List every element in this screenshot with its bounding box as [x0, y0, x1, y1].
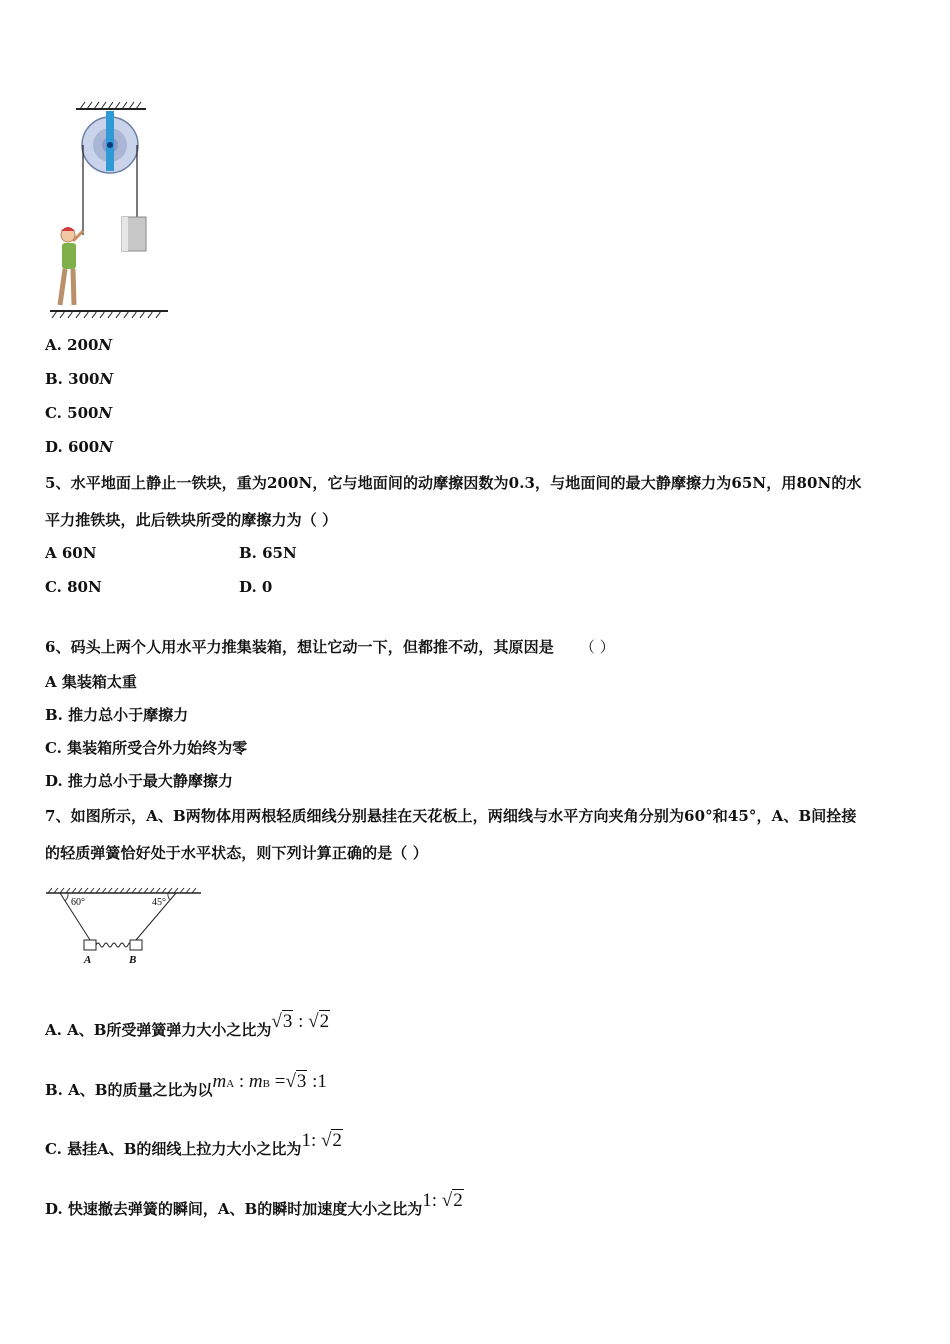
q6-option-b: B. 推力总小于摩擦力 [45, 706, 189, 724]
ratio-formula-d: 1: √2 [422, 1190, 463, 1211]
spring-figure [44, 884, 204, 970]
q7-stem-line2: 的轻质弹簧恰好处于水平状态，则下列计算正确的是（ ） [45, 844, 428, 862]
q5-stem-line1: 5、水平地面上静止一铁块，重为200N，它与地面间的动摩擦因数为0.3，与地面间的最大静摩擦力为65N，用80N的水 [45, 474, 862, 492]
ratio-formula-a: √3 : √2 [271, 1011, 330, 1032]
ratio-formula-b: mA : mB =√3 :1 [212, 1071, 327, 1092]
q4-option-a: A. 200N [45, 336, 113, 354]
q5-option-b: B. 65N [239, 544, 297, 562]
q7-option-a: A. A、B所受弹簧弹力大小之比为√3 : √2 [45, 1011, 330, 1039]
angle-60-label: 60° [71, 897, 85, 908]
q4-option-b: B. 300N [45, 370, 114, 388]
q4-option-d: D. 600N [45, 438, 113, 456]
block-a-label: A [84, 954, 92, 966]
q6-stem: 6、码头上两个人用水平力推集装箱，想让它动一下，但都推不动，其原因是 （ ） [45, 638, 615, 656]
block-b-label: B [129, 954, 137, 966]
angle-45-label: 45° [152, 897, 166, 908]
q6-option-a: A 集装箱太重 [45, 673, 137, 691]
q5-option-a: A 60N [45, 544, 97, 562]
q7-option-d: D. 快速撤去弹簧的瞬间，A、B的瞬时加速度大小之比为1: √2 [45, 1190, 463, 1218]
pulley-figure [40, 95, 180, 320]
q7-option-b: B. A、B的质量之比为以mA : mB =√3 :1 [45, 1071, 327, 1099]
ratio-formula-c: 1: √2 [301, 1130, 342, 1151]
q5-stem-line2: 平力推铁块，此后铁块所受的摩擦力为（ ） [45, 511, 338, 529]
q6-option-c: C. 集装箱所受合外力始终为零 [45, 739, 248, 757]
q4-option-c: C. 500N [45, 404, 113, 422]
q5-option-c: C. 80N [45, 578, 102, 596]
q6-option-d: D. 推力总小于最大静摩擦力 [45, 772, 233, 790]
q5-option-d: D. 0 [239, 578, 273, 596]
q7-stem-line1: 7、如图所示，A、B两物体用两根轻质细线分别悬挂在天花板上，两细线与水平方向夹角分别为60°和45°，A、B间拴接 [45, 807, 857, 825]
q7-option-c: C. 悬挂A、B的细线上拉力大小之比为1: √2 [45, 1130, 342, 1158]
